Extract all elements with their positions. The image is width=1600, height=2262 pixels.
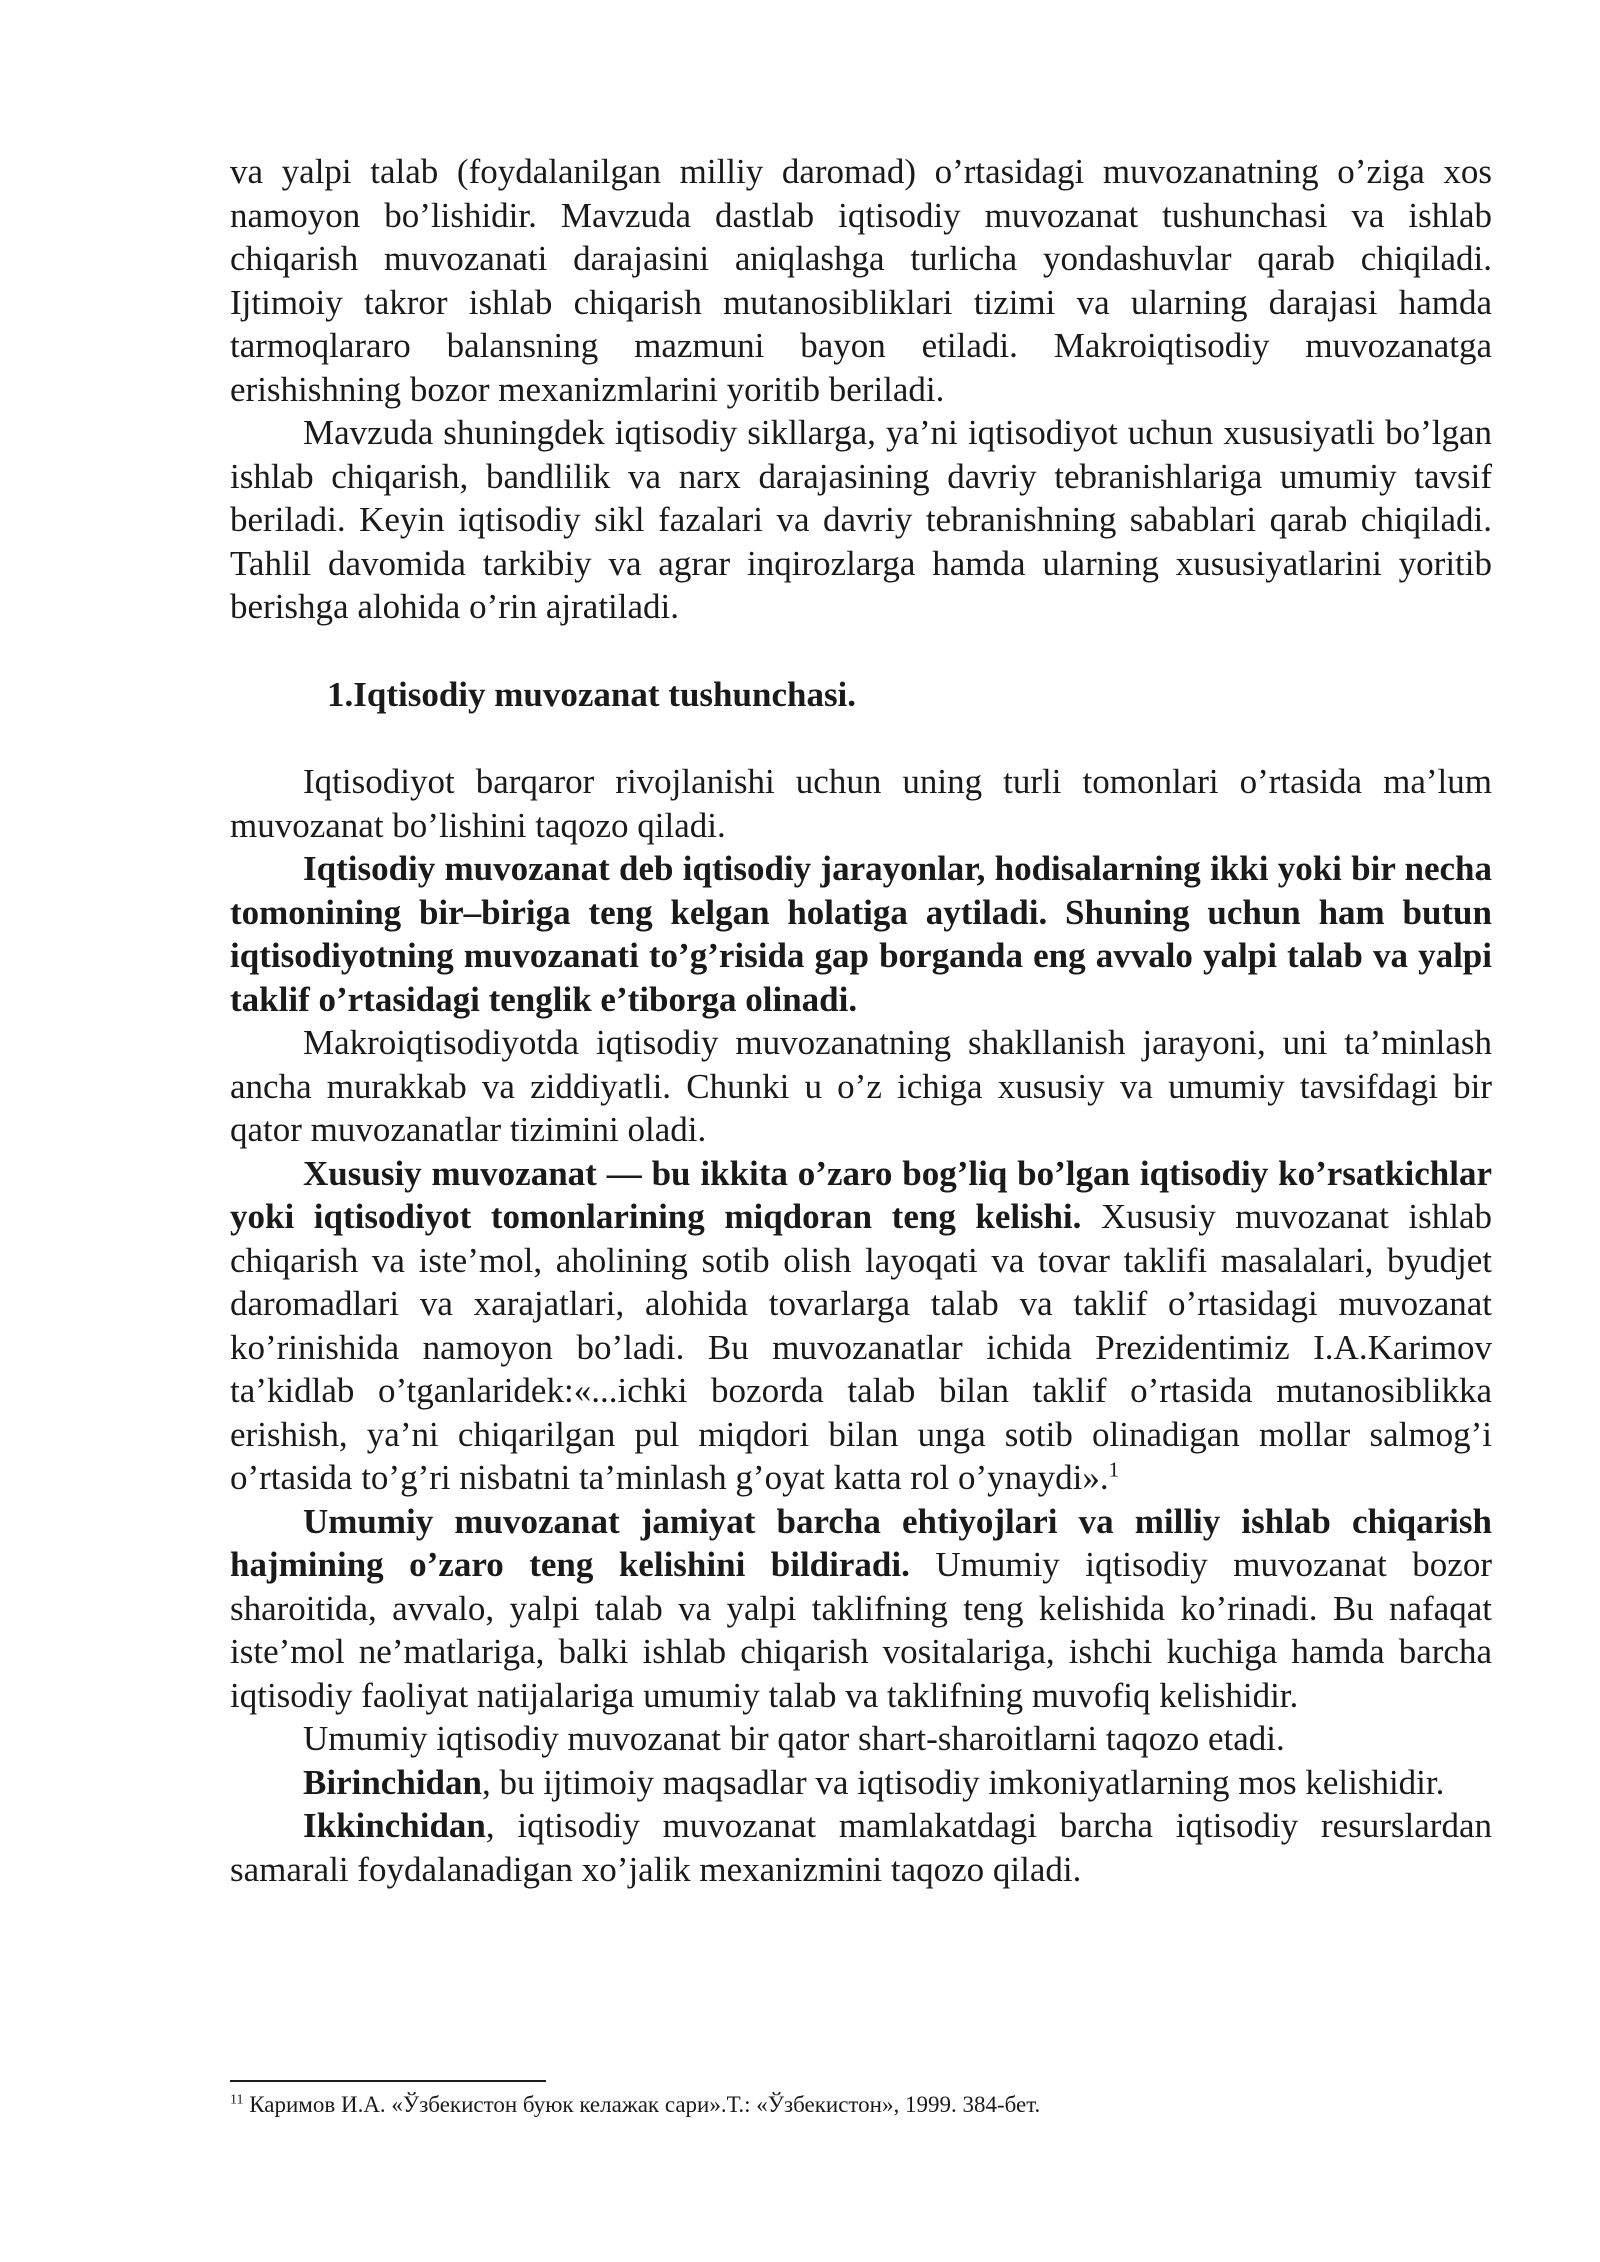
paragraph-conditions: Umumiy iqtisodiy muvozanat bir qator shart-sharoitlarni taqozo etadi. [303, 1719, 1285, 1758]
paragraph-first [230, 1761, 1492, 1805]
footnote-divider [230, 2080, 546, 2082]
paragraph-macro: Makroiqtisodiyotda iqtisodiy muvozanatning shakllanish jarayoni, uni ta’minlash ancha murakkab va ziddiyatli. Chunki u o’z ichiga xususiy va umumiy tavsifdagi bir qator muvozanatlar tizimini oladi. [230, 1023, 1492, 1149]
footnote-marker: 11 [230, 2092, 244, 2108]
paragraph-cycles: Mavzuda shuningdek iqtisodiy sikllarga, ya’ni iqtisodiyot uchun xususiyatli bo’lgan ishlab chiqarish, bandlilik va narx darajasining davriy tebranishlariga umumiy tavsif beriladi. Keyin iqtisodiy sikl fazalari va davriy tebranishning sabablari qarab chiqiladi. Tahlil davomida tarkibiy va agrar inqirozlarga hamda ularning xususiyatlarini yoritib berishga alohida o’rin ajratiladi. [230, 413, 1492, 626]
term-general-equilibrium: Umumiy muvozanat jamiyat barcha ehtiyojlari va milliy ishlab chiqarish hajmining o’zaro teng kelishini bildiradi. [230, 1501, 1492, 1584]
term-second: Ikkinchidan [303, 1806, 486, 1845]
paragraph-general-equilibrium [230, 1500, 1492, 1718]
footnote-text: Каримов И.А. «Ўзбекистон буюк келажак сари».Т.: «Ўзбекистон», 1999. 384-бет. [243, 2092, 1041, 2117]
paragraph-definition: Iqtisodiy muvozanat deb iqtisodiy jarayonlar, hodisalarning ikki yoki bir necha tomonining bir–biriga teng kelgan holatiga aytiladi. Shuning uchun ham butun iqtisodiyotning muvozanati to’g’risida gap borganda eng avvalo yalpi talab va yalpi taklif o’rtasidagi tenglik e’tiborga olinadi. [230, 849, 1492, 1019]
paragraph-intro: va yalpi talab (foydalanilgan milliy daromad) o’rtasidagi muvozanatning o’ziga xos namoyon bo’lishidir. Mavzuda dastlab iqtisodiy muvozanat tushunchasi va ishlab chiqarish muvozanati darajasini aniqlashga turlicha yondashuvlar qarab chiqiladi. Ijtimoiy takror ishlab chiqarish mutanosibliklari tizimi va ularning darajasi hamda tarmoqlararo balansning mazmuni bayon etiladi. Makroiqtisodiy muvozanatga erishishning bozor mexanizmlarini yoritib beriladi. [230, 152, 1492, 409]
paragraph-second [230, 1804, 1492, 1891]
private-equilibrium-text: Xususiy muvozanat ishlab chiqarish va iste’mol, aholining sotib olish layoqati va tovar taklifi masalalari, byudjet daromadlari va xarajatlari, alohida tovarlarga talab va taklif o’rtasidagi muvozanat ko’rinishida namoyon bo’ladi. Bu muvozanatlar ichida Prezidentimiz I.A.Karimov ta’kidlab o’tganlaridek:«...ichki bozorda talab bilan taklif o’rtasida mutanosiblikka erishish, ya’ni chiqarilgan pul miqdori bilan unga sotib olinadigan mollar salmog’i o’rtasida to’g’ri nisbatni ta’minlash g’oyat katta rol o’ynaydi». [230, 1197, 1492, 1497]
footnote [230, 2090, 1492, 2120]
paragraph-private-equilibrium [230, 1152, 1492, 1500]
second-text: , iqtisodiy muvozanat mamlakatdagi barcha iqtisodiy resurslardan samarali foydalanadigan xo’jalik mexanizmini taqozo qiladi. [230, 1806, 1492, 1889]
term-private-equilibrium: Xususiy muvozanat — bu ikkita o’zaro bog’liq bo’lgan iqtisodiy ko’rsatkichlar yoki iqtisodiyot tomonlarining miqdoran teng kelishi. [230, 1153, 1492, 1236]
footnote-ref: 1 [1108, 1457, 1120, 1482]
term-first: Birinchidan [303, 1762, 482, 1802]
paragraph-stability: Iqtisodiyot barqaror rivojlanishi uchun uning turli tomonlari o’rtasida ma’lum muvozanat bo’lishini taqozo qiladi. [230, 762, 1492, 845]
document-body [230, 150, 1492, 1891]
section-heading: 1.Iqtisodiy muvozanat tushunchasi. [327, 674, 857, 714]
general-equilibrium-text: Umumiy iqtisodiy muvozanat bozor sharoitida, avvalo, yalpi talab va yalpi taklifning teng kelishida ko’rinadi. Bu nafaqat iste’mol ne’matlariga, balki ishlab chiqarish vositalariga, ishchi kuchiga hamda barcha iqtisodiy faoliyat natijalariga umumiy talab va taklifning muvofiq kelishidir. [230, 1545, 1492, 1715]
first-text: , bu ijtimoiy maqsadlar va iqtisodiy imkoniyatlarning mos kelishidir. [481, 1762, 1445, 1802]
